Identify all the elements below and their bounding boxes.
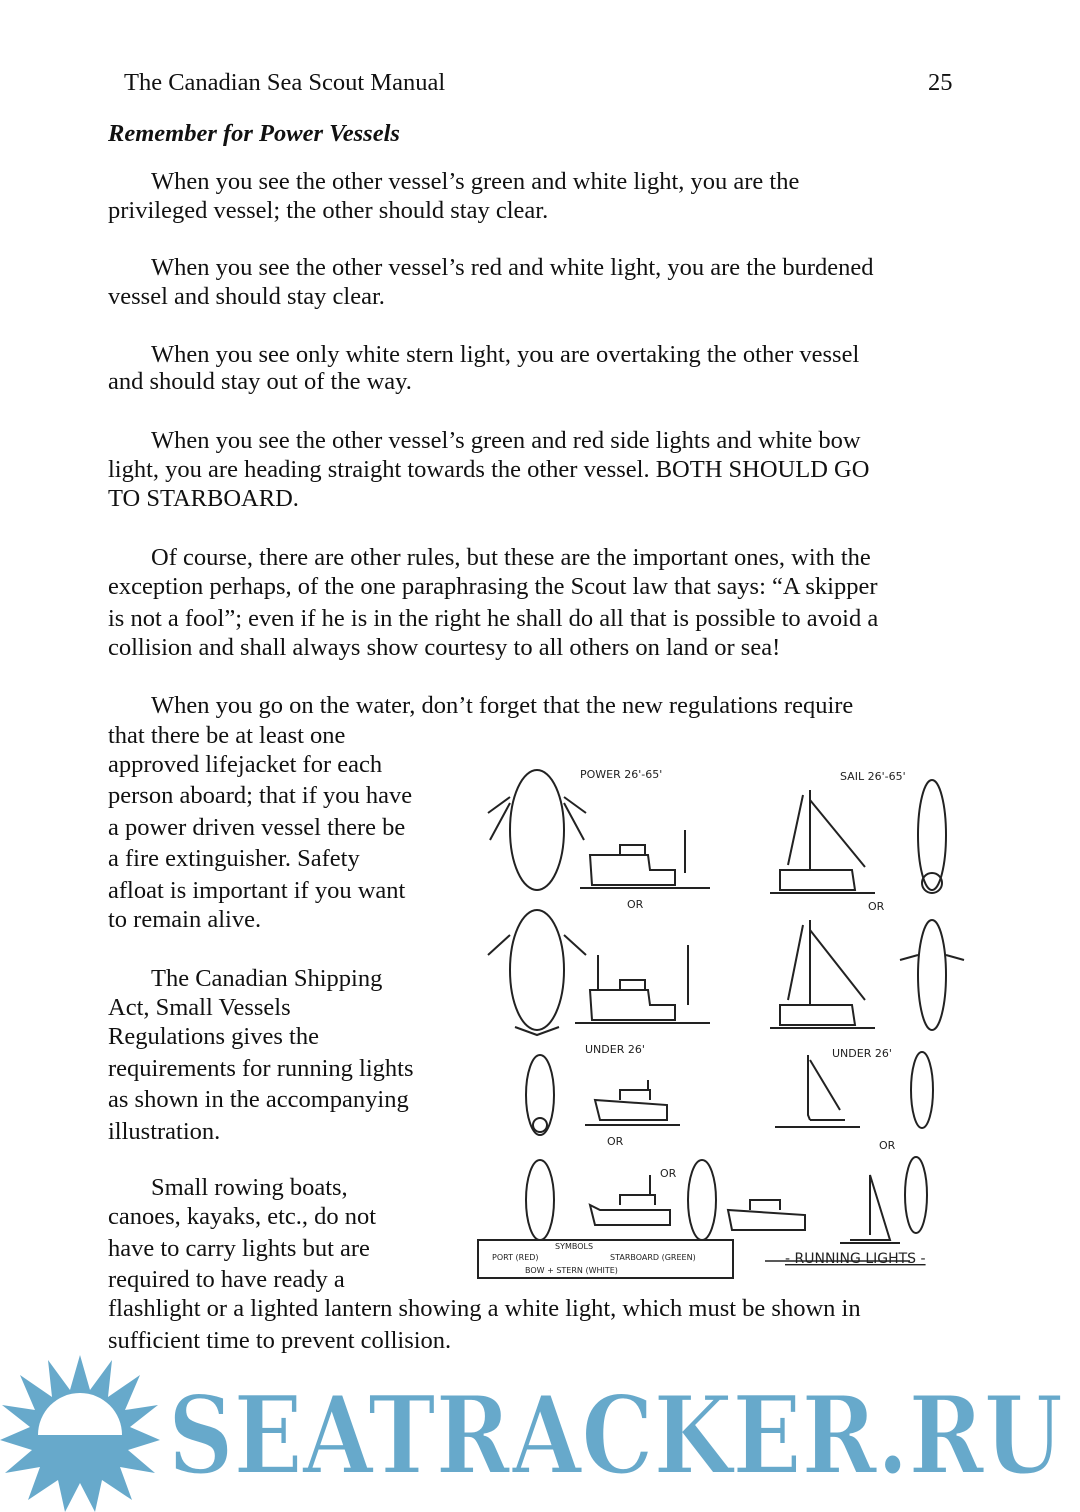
paragraph-3-line: When you see only white stern light, you are overtaking the other vessel [151, 341, 860, 368]
paragraph-8-line: sufficient time to prevent collision. [108, 1327, 452, 1354]
paragraph-1-line: When you see the other vessel’s green and white light, you are the [151, 168, 800, 195]
label-under-power: UNDER 26' [585, 1043, 645, 1056]
running-header-title: The Canadian Sea Scout Manual [124, 69, 446, 96]
symbol-bow-stern: BOW + STERN (WHITE) [525, 1266, 618, 1275]
paragraph-1-line: privileged vessel; the other should stay clear. [108, 197, 549, 224]
label-or-1: OR [627, 898, 644, 911]
paragraph-8-line: required to have ready a [108, 1266, 345, 1293]
paragraph-6-line: afloat is important if you want [108, 877, 406, 904]
paragraph-6-line: a power driven vessel there be [108, 814, 406, 841]
paragraph-7-line: as shown in the accompanying [108, 1086, 409, 1113]
label-power: POWER 26'-65' [580, 768, 663, 781]
paragraph-8-line: Small rowing boats, [151, 1174, 348, 1201]
paragraph-4-line: TO STARBOARD. [108, 485, 299, 512]
paragraph-8-line: canoes, kayaks, etc., do not [108, 1203, 377, 1230]
paragraph-5-line: collision and shall always show courtesy to all others on land or sea! [108, 634, 781, 661]
symbol-port: PORT (RED) [492, 1253, 539, 1262]
paragraph-6-line: person aboard; that if you have [108, 782, 413, 809]
watermark-text: SEATRACKER.RU [168, 1373, 1063, 1499]
paragraph-2-line: vessel and should stay clear. [108, 283, 385, 310]
page-number: 25 [928, 69, 953, 96]
paragraph-4-line: When you see the other vessel’s green and red side lights and white bow [151, 427, 861, 454]
label-or-2: OR [868, 900, 885, 913]
label-under-sail: UNDER 26' [832, 1047, 892, 1060]
sun-icon [0, 1355, 160, 1512]
figure-caption: - RUNNING LIGHTS - [785, 1251, 926, 1267]
watermark-logo [0, 1355, 1080, 1512]
paragraph-4-line: light, you are heading straight towards the other vessel. BOTH SHOULD GO [108, 456, 870, 483]
label-or-3: OR [607, 1135, 624, 1148]
symbol-starboard: STARBOARD (GREEN) [610, 1253, 696, 1262]
paragraph-7-line: requirements for running lights [108, 1055, 414, 1082]
paragraph-5-line: is not a fool”; even if he is in the right he shall do all that is possible to avoid a [108, 605, 879, 632]
section-heading: Remember for Power Vessels [108, 120, 400, 147]
paragraph-8-line: flashlight or a lighted lantern showing a white light, which must be shown in [108, 1295, 861, 1322]
paragraph-7-line: Act, Small Vessels [108, 994, 291, 1021]
label-sail: SAIL 26'-65' [840, 770, 906, 783]
paragraph-6-line: When you go on the water, don’t forget that the new regulations require [151, 692, 854, 719]
paragraph-3-line: and should stay out of the way. [108, 368, 412, 395]
symbols-title: SYMBOLS [555, 1242, 594, 1251]
label-or-4: OR [879, 1139, 896, 1152]
paragraph-7-line: The Canadian Shipping [151, 965, 383, 992]
paragraph-2-line: When you see the other vessel’s red and white light, you are the burdened [151, 254, 874, 281]
paragraph-6-line: approved lifejacket for each [108, 751, 383, 778]
paragraph-6-line: a fire extinguisher. Safety [108, 845, 360, 872]
paragraph-7-line: illustration. [108, 1118, 221, 1145]
label-or-5: OR [660, 1167, 677, 1180]
paragraph-6-line: that there be at least one [108, 722, 346, 749]
paragraph-5-line: exception perhaps, of the one paraphrasing the Scout law that says: “A skipper [108, 573, 878, 600]
paragraph-5-line: Of course, there are other rules, but these are the important ones, with the [151, 544, 871, 571]
paragraph-6-line: to remain alive. [108, 906, 262, 933]
paragraph-8-line: have to carry lights but are [108, 1235, 370, 1262]
paragraph-7-line: Regulations gives the [108, 1023, 319, 1050]
running-lights-illustration [470, 745, 980, 1290]
